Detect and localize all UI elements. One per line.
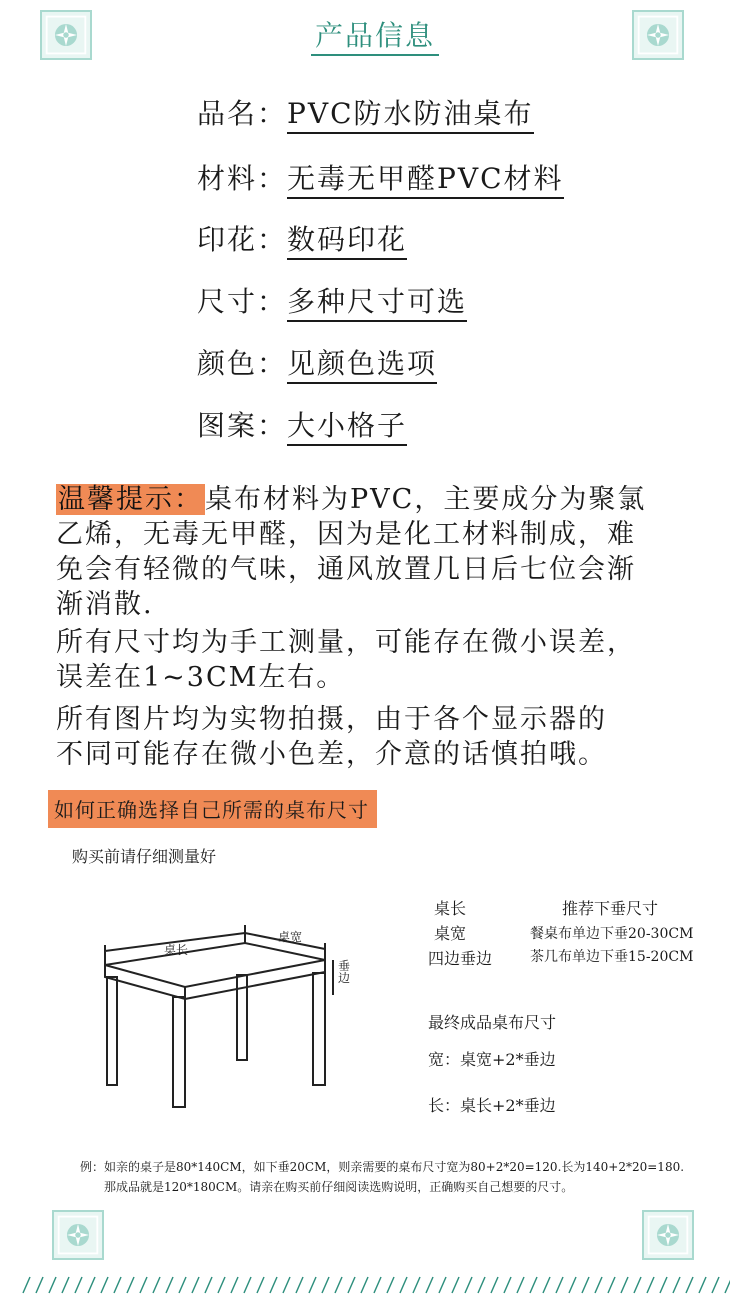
formula-length: 长：桌长+2*垂边 — [428, 1096, 556, 1115]
recommend-dining: 餐桌布单边下垂20-30CM — [530, 926, 694, 942]
example-line-2: 那成品就是120*180CM。请亲在购买前仔细阅读选购说明，正确购买自己想要的尺寸。 — [104, 1180, 574, 1194]
table-diagram — [95, 915, 345, 1115]
corner-ornament-icon — [52, 1210, 104, 1260]
spec-row-pattern: 图案：大小格子 — [197, 404, 407, 444]
legend-length: 桌长 — [434, 899, 467, 918]
recommend-title: 推荐下垂尺寸 — [562, 899, 659, 918]
spec-row-print: 印花：数码印花 — [197, 218, 407, 258]
label-drop: 垂边 — [338, 959, 351, 985]
howto-subtitle: 购买前请仔细测量好 — [72, 847, 217, 866]
spec-row-name: 品名：PVC防水防油桌布 — [197, 92, 534, 132]
spec-row-material: 材料：无毒无甲醛PVC材料 — [197, 157, 564, 197]
label-width: 桌宽 — [278, 930, 303, 944]
bottom-stripe-divider — [20, 1276, 730, 1294]
measurement-note: 所有尺寸均为手工测量，可能存在微小误差， 误差在1~3CM左右。 — [56, 627, 636, 693]
recommend-coffee: 茶几布单边下垂15-20CM — [530, 949, 694, 965]
howto-banner: 如何正确选择自己所需的桌布尺寸 — [48, 790, 377, 828]
spec-row-size: 尺寸：多种尺寸可选 — [197, 280, 467, 320]
notice-paragraph: 温馨提示：桌布材料为PVC，主要成分为聚氯 乙烯，无毒无甲醛，因为是化工材料制成，难 免会有轻微的气味，通风放置几日后七位会渐 渐消散. — [56, 484, 647, 620]
color-note: 所有图片均为实物拍摄，由于各个显示器的 不同可能存在微小色差，介意的话慎拍哦。 — [56, 704, 607, 770]
legend-drop: 四边垂边 — [428, 949, 493, 968]
label-length: 桌长 — [164, 943, 189, 957]
notice-label: 温馨提示： — [58, 484, 203, 515]
corner-ornament-icon — [642, 1210, 694, 1260]
formula-width: 宽：桌宽+2*垂边 — [428, 1050, 556, 1069]
example-line-1: 例：如亲的桌子是80*140CM，如下垂20CM，则亲需要的桌布尺寸宽为80+2*20=120.长为140+2*20=180. — [80, 1160, 685, 1174]
final-title: 最终成品桌布尺寸 — [428, 1013, 557, 1032]
legend-width: 桌宽 — [434, 924, 467, 943]
page-title: 产品信息 — [0, 14, 750, 54]
spec-row-color: 颜色：见颜色选项 — [197, 342, 437, 382]
